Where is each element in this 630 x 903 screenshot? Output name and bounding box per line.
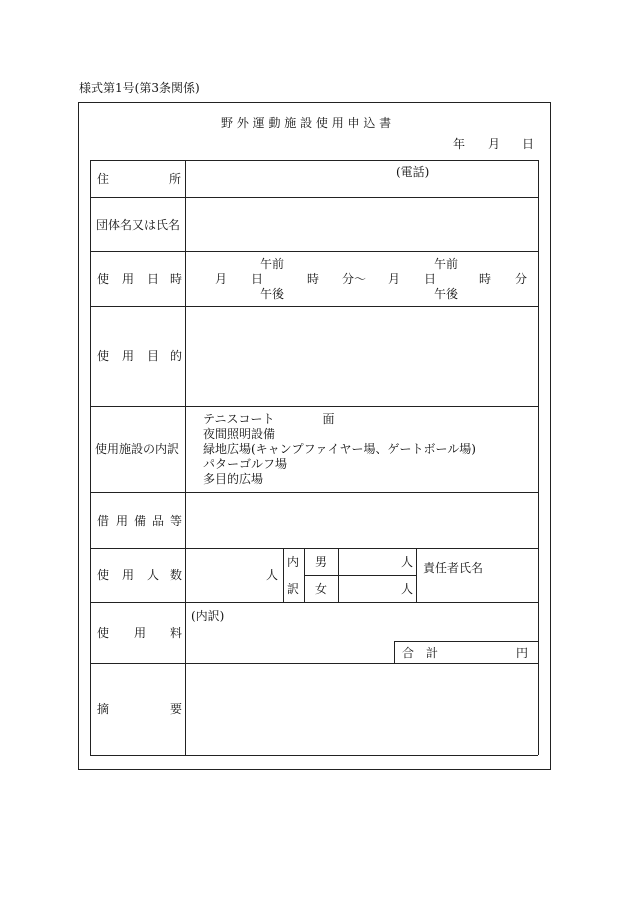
label-datetime-4: 時 — [170, 272, 183, 286]
label-datetime-3: 日 — [147, 272, 160, 286]
label-datetime-1: 使 — [97, 272, 110, 286]
people-total-unit: 人 — [266, 568, 279, 582]
label-people-2: 用 — [122, 568, 135, 582]
male-unit: 人 — [401, 555, 414, 569]
label-purpose-1: 使 — [97, 349, 110, 363]
form-title: 野 外 運 動 施 設 使 用 申 込 書 — [221, 116, 392, 130]
fee-total-label: 合 計 — [402, 646, 439, 660]
end-hour: 時 — [479, 272, 492, 286]
label-purpose-3: 目 — [147, 349, 160, 363]
label-people-1: 使 — [97, 568, 110, 582]
equipment-field[interactable] — [190, 496, 534, 544]
label-name: 団体名又は氏名 — [96, 218, 181, 232]
facility-item-green-field: 緑地広場(キャンプファイヤー場、ゲートボール場) — [203, 442, 476, 456]
date-year: 年 — [453, 137, 466, 151]
summary-field[interactable] — [190, 667, 534, 751]
leader-label: 責任者氏名 — [423, 561, 484, 575]
fee-breakdown-label: (内訳) — [191, 609, 225, 623]
end-day: 日 — [424, 272, 437, 286]
female-unit: 人 — [401, 582, 414, 596]
date-day: 日 — [522, 137, 535, 151]
end-month: 月 — [388, 272, 401, 286]
form-number: 様式第1号(第3条関係) — [79, 81, 200, 95]
address-field[interactable] — [190, 163, 534, 193]
start-pm: 午後 — [260, 287, 285, 301]
end-am: 午前 — [434, 257, 459, 271]
label-summary-2: 要 — [170, 702, 183, 716]
label-address-1: 住 — [97, 172, 110, 186]
label-datetime-2: 用 — [122, 272, 135, 286]
start-hour: 時 — [307, 272, 320, 286]
male-label: 男 — [315, 555, 328, 569]
purpose-field[interactable] — [190, 310, 534, 402]
label-address-2: 所 — [169, 172, 182, 186]
label-summary-1: 摘 — [97, 702, 110, 716]
start-am: 午前 — [260, 257, 285, 271]
label-equipment-5: 等 — [170, 514, 183, 528]
breakdown-label-1: 内 — [287, 555, 300, 569]
label-equipment-3: 備 — [134, 514, 147, 528]
name-field[interactable] — [190, 201, 534, 247]
label-equipment-4: 品 — [152, 514, 165, 528]
label-purpose-2: 用 — [122, 349, 135, 363]
label-people-4: 数 — [170, 568, 183, 582]
end-pm: 午後 — [434, 287, 459, 301]
end-minute: 分 — [515, 272, 528, 286]
label-people-3: 人 — [147, 568, 160, 582]
date-month: 月 — [488, 137, 501, 151]
start-day: 日 — [251, 272, 264, 286]
facility-item-putter-golf: パターゴルフ場 — [203, 457, 288, 471]
start-minute: 分〜 — [342, 272, 367, 286]
breakdown-label-2: 訳 — [287, 582, 300, 596]
label-fee-3: 料 — [170, 626, 183, 640]
label-purpose-4: 的 — [170, 349, 183, 363]
label-facility: 使用施設の内訳 — [95, 442, 180, 456]
facility-item-lighting: 夜間照明設備 — [203, 427, 276, 441]
phone-label: (電話) — [396, 165, 430, 179]
label-fee-2: 用 — [134, 626, 147, 640]
facility-item-tennis: テニスコート 面 — [203, 412, 335, 426]
label-equipment-1: 借 — [97, 514, 110, 528]
facility-item-multipurpose: 多目的広場 — [203, 472, 264, 486]
start-month: 月 — [215, 272, 228, 286]
label-fee-1: 使 — [97, 626, 110, 640]
fee-yen-unit: 円 — [516, 646, 529, 660]
label-equipment-2: 用 — [116, 514, 129, 528]
female-label: 女 — [315, 582, 328, 596]
